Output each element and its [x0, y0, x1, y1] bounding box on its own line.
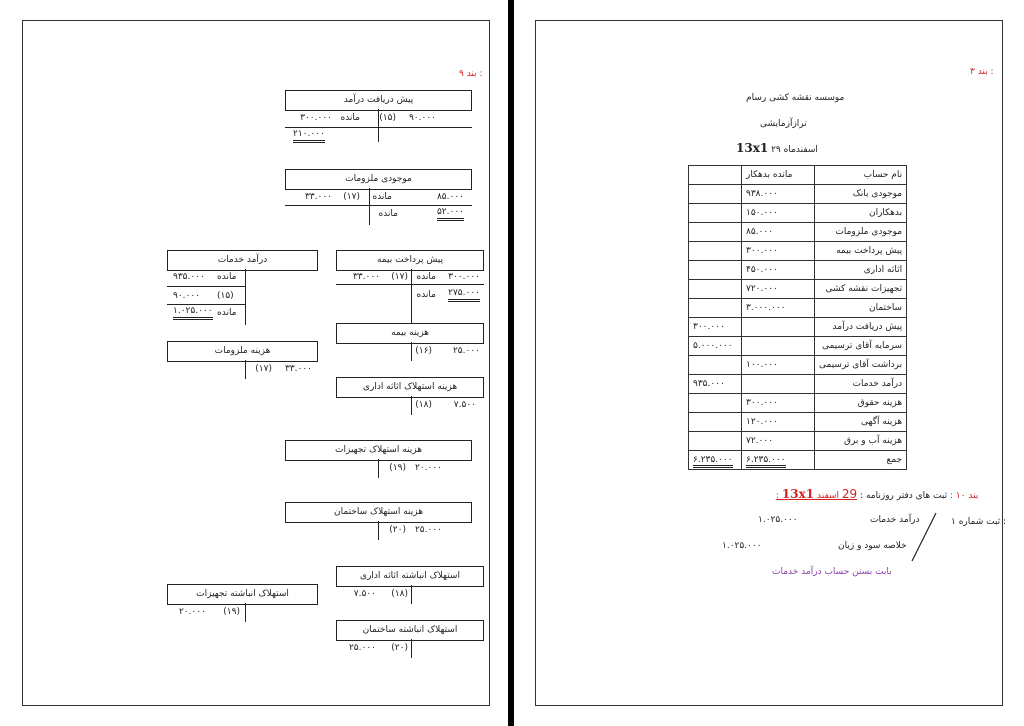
cell-credit: [689, 166, 742, 185]
table-row: [689, 413, 907, 432]
cell-credit: [689, 204, 742, 223]
cell-debit: ۹۳۸.۰۰۰: [742, 185, 815, 204]
account-title: پیش دریافت درآمد: [285, 90, 472, 111]
cell-name: موجودی بانک: [815, 185, 907, 204]
journal-date: 29 اسفند 13x1 :: [776, 487, 858, 501]
cell-credit: [689, 280, 742, 299]
journal-credit-account: خلاصه سود و زیان: [838, 541, 907, 551]
table-row: [689, 318, 907, 337]
journal-credit-amount: ۱.۰۲۵.۰۰۰: [722, 541, 762, 551]
cell-debit: ۴۵۰.۰۰۰: [742, 261, 815, 280]
table-row: [689, 185, 907, 204]
cell-credit: [689, 413, 742, 432]
table-row: [689, 375, 907, 394]
table-row: [689, 356, 907, 375]
cell-name: برداشت آقای ترسیمی: [815, 356, 907, 375]
table-header-row: [689, 166, 907, 185]
cell-credit: ۹۳۵.۰۰۰: [689, 375, 742, 394]
cell-debit: ۶.۲۳۵.۰۰۰: [742, 451, 815, 470]
cell-credit: [689, 356, 742, 375]
cell-debit: ۳۰۰.۰۰۰: [742, 242, 815, 261]
table-total-row: [689, 451, 907, 470]
right-page: [514, 0, 1024, 726]
company-name: موسسه نقشه کشی رسام: [746, 93, 845, 103]
table-row: [689, 299, 907, 318]
balance-value: ۲۱۰.۰۰۰: [293, 129, 325, 143]
cell-name: پیش دریافت درآمد: [815, 318, 907, 337]
right-page-frame: [535, 20, 1007, 706]
cell-credit: [689, 299, 742, 318]
cell-debit: ۳.۰۰۰.۰۰۰: [742, 299, 815, 318]
t-account-supplies-expense: هزینه ملزومات (۱۷) ۳۳.۰۰۰: [167, 341, 318, 379]
cell-debit: ۷۲۰.۰۰۰: [742, 280, 815, 299]
entry-label: ثبت شماره ۱ :: [951, 517, 1007, 527]
cell-name: درآمد خدمات: [815, 375, 907, 394]
cell-name: نام حساب: [815, 166, 907, 185]
section-label-3: بند ۳ :: [970, 67, 994, 77]
t-account-supplies: موجودی ملزومات ۸۵.۰۰۰ مانده (۱۷) ۳۳.۰۰۰ مانده ۵۲.۰۰۰: [285, 169, 472, 225]
cell-debit: [742, 318, 815, 337]
journal-debit-amount: ۱.۰۲۵.۰۰۰: [758, 515, 798, 525]
cell-name: هزینه آگهی: [815, 413, 907, 432]
report-title: ترازآزمایشی: [760, 119, 807, 129]
cell-debit: ۳۰۰.۰۰۰: [742, 394, 815, 413]
cell-name: سرمایه آقای ترسیمی: [815, 337, 907, 356]
cell-debit: ۷۲.۰۰۰: [742, 432, 815, 451]
t-account-unearned-revenue: پیش دریافت درآمد ۹۰.۰۰۰ (۱۵) مانده ۳۰۰.۰۰۰ ۲۱۰.۰۰۰: [285, 90, 472, 142]
journal-heading: بند ۱۰ : ثبت های دفتر روزنامه : 29 اسفند 13x1 :: [776, 487, 979, 501]
table-row: [689, 432, 907, 451]
t-account-dep-building-expense: هزینه استهلاک ساختمان (۲۰) ۲۵.۰۰۰: [285, 502, 472, 540]
t-account-acc-dep-equipment: استهلاک انباشته تجهیزات (۱۹) ۲۰.۰۰۰: [167, 584, 318, 622]
section-label-9: بند ۹ :: [459, 69, 483, 79]
cell-credit: ۳۰۰.۰۰۰: [689, 318, 742, 337]
cell-debit: ۱۰۰.۰۰۰: [742, 356, 815, 375]
t-account-acc-dep-building: استهلاک انباشته ساختمان (۲۰) ۲۵.۰۰۰: [336, 620, 484, 658]
table-row: [689, 242, 907, 261]
table-row: [689, 337, 907, 356]
cell-credit: [689, 185, 742, 204]
t-account-acc-dep-furniture: استهلاک انباشته اثاثه اداری (۱۸) ۷.۵۰۰: [336, 566, 484, 604]
cell-name: اثاثه اداری: [815, 261, 907, 280]
t-account-dep-furniture-expense: هزینه استهلاک اثاثه اداری (۱۸) ۷.۵۰۰: [336, 377, 484, 415]
cell-debit: [742, 375, 815, 394]
cell-name: بدهکاران: [815, 204, 907, 223]
cell-credit: ۶.۲۳۵.۰۰۰: [689, 451, 742, 470]
cell-debit: ۸۵.۰۰۰: [742, 223, 815, 242]
cell-name: جمع: [815, 451, 907, 470]
cell-name: تجهیزات نقشه کشی: [815, 280, 907, 299]
cell-credit: ۵.۰۰۰.۰۰۰: [689, 337, 742, 356]
t-account-service-revenue: درآمد خدمات مانده ۹۳۵.۰۰۰ (۱۵) ۹۰.۰۰۰ مانده ۱.۰۲۵.۰۰۰: [167, 250, 318, 325]
t-account-dep-equipment-expense: هزینه استهلاک تجهیزات (۱۹) ۲۰.۰۰۰: [285, 440, 472, 478]
cell-credit: [689, 432, 742, 451]
cell-debit: ۱۵۰.۰۰۰: [742, 204, 815, 223]
cell-credit: [689, 394, 742, 413]
cell-debit: مانده بدهکار: [742, 166, 815, 185]
table-row: [689, 204, 907, 223]
cell-credit: [689, 261, 742, 280]
cell-credit: [689, 242, 742, 261]
t-account-prepaid-insurance: پیش پرداخت بیمه ۳۰۰.۰۰۰ مانده (۱۷) ۳۳.۰۰۰ مانده ۲۷۵.۰۰۰: [336, 250, 484, 325]
journal-description: بابت بستن حساب درآمد خدمات: [772, 567, 892, 577]
cell-debit: [742, 337, 815, 356]
trial-balance-table: [688, 165, 907, 470]
cell-name: موجودی ملزومات: [815, 223, 907, 242]
cell-credit: [689, 223, 742, 242]
left-page: [0, 0, 508, 726]
table-row: [689, 223, 907, 242]
cell-name: هزینه حقوق: [815, 394, 907, 413]
entry-slash-line: [910, 511, 938, 563]
cell-debit: ۱۲۰.۰۰۰: [742, 413, 815, 432]
journal-debit-account: درآمد خدمات: [870, 515, 920, 525]
left-page-frame: [22, 20, 490, 706]
table-row: [689, 394, 907, 413]
table-row: [689, 280, 907, 299]
t-account-insurance-expense: هزینه بیمه (۱۶) ۲۵.۰۰۰: [336, 323, 484, 361]
report-date: 13x1 ۲۹ اسفندماه: [736, 141, 818, 155]
cell-name: ساختمان: [815, 299, 907, 318]
table-row: [689, 261, 907, 280]
cell-name: پیش پرداخت بیمه: [815, 242, 907, 261]
cell-name: هزینه آب و برق: [815, 432, 907, 451]
